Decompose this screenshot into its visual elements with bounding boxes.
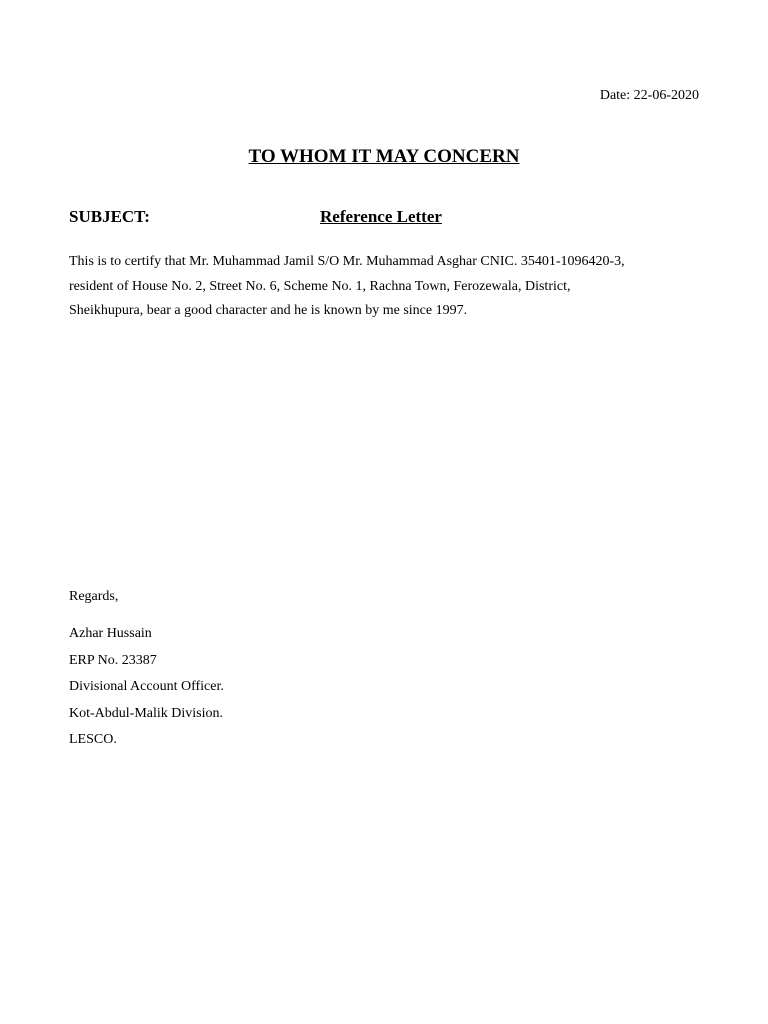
signatory-name: Azhar Hussain (69, 626, 152, 641)
signatory-organization: LESCO. (69, 732, 117, 747)
signatory-designation: Divisional Account Officer. (69, 679, 224, 694)
signatory-erp-number: ERP No. 23387 (69, 652, 157, 668)
body-line: resident of House No. 2, Street No. 6, Scheme No. 1, Rachna Town, Ferozewala, District, (69, 278, 571, 294)
body-line: This is to certify that Mr. Muhammad Jamil S/O Mr. Muhammad Asghar CNIC. 35401-1096420-3, (69, 254, 625, 269)
signature-block (69, 621, 224, 754)
subject-value: Reference Letter (320, 207, 442, 226)
body-line: Sheikhupura, bear a good character and he is known by me since 1997. (69, 303, 468, 318)
signatory-division: Kot-Abdul-Malik Division. (69, 705, 223, 721)
letter-body (69, 250, 709, 324)
letter-closing: Regards, (69, 589, 119, 604)
letter-date: Date: 22-06-2020 (599, 88, 699, 103)
letter-heading: TO WHOM IT MAY CONCERN (248, 146, 520, 167)
subject-label: SUBJECT: (69, 207, 150, 226)
